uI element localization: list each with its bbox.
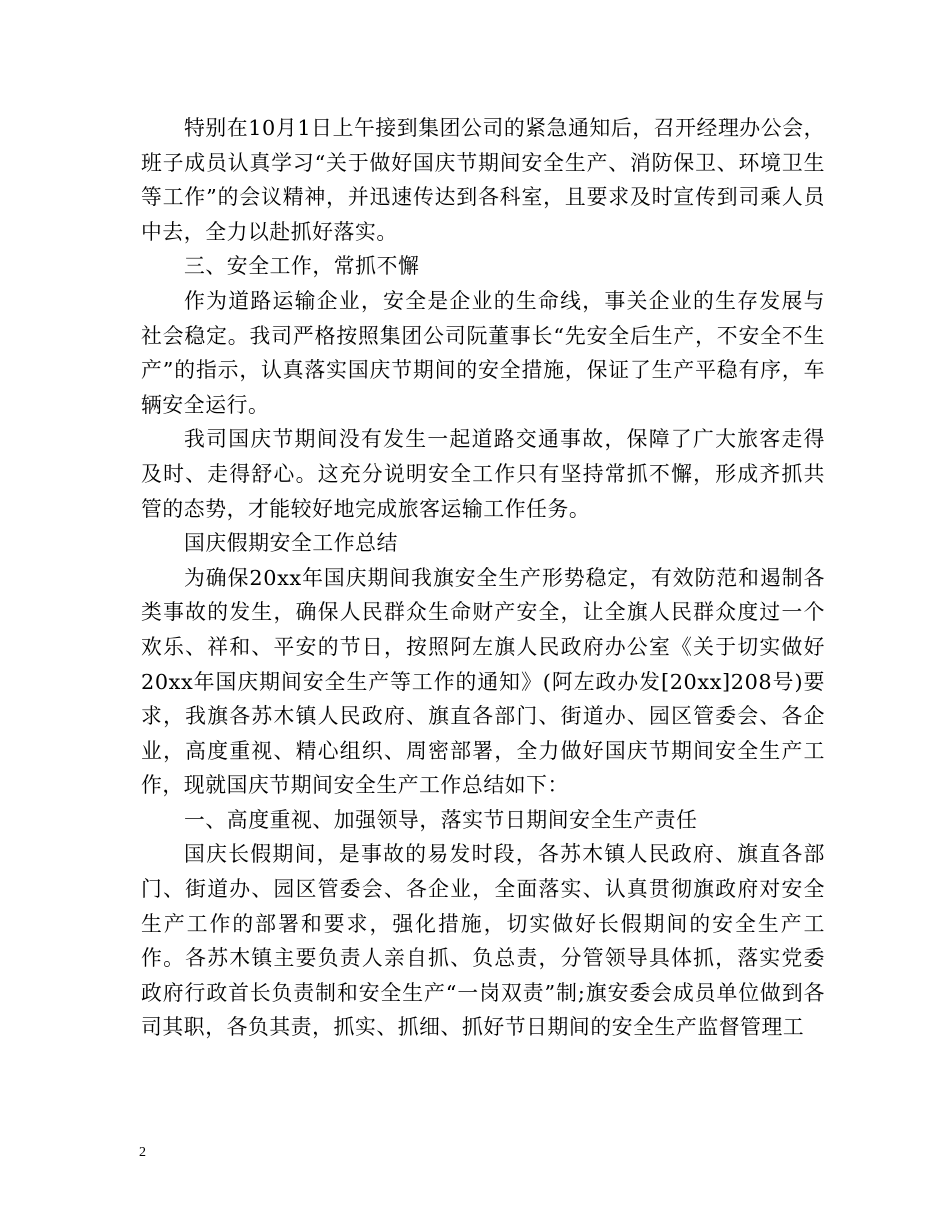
paragraph: 作为道路运输企业，安全是企业的生命线，事关企业的生存发展与社会稳定。我司严格按照集团公司阮董事长“先安全后生产，不安全不生产”的指示，认真落实国庆节期间的安全措施，保证了生产平稳有序，车辆安全运行。 <box>141 288 825 417</box>
page-number: 2 <box>139 1145 146 1160</box>
document-title: 国庆假期安全工作总结 <box>184 531 398 556</box>
document-body <box>141 111 825 1045</box>
section-heading: 一、高度重视、加强领导，落实节日期间安全生产责任 <box>184 807 698 832</box>
section-heading: 三、安全工作，常抓不懈 <box>184 254 420 279</box>
paragraph: 国庆长假期间，是事故的易发时段，各苏木镇人民政府、旗直各部门、街道办、园区管委会、各企业，全面落实、认真贯彻旗政府对安全生产工作的部署和要求，强化措施，切实做好长假期间的安全生产工作。各苏木镇主要负责人亲自抓、负总责，分管领导具体抓，落实党委政府行政首长负责制和安全生产“一岗双责”制;旗安委会成员单位做到各司其职，各负其责，抓实、抓细、抓好节日期间的安全生产监督管理工 <box>141 842 825 1040</box>
paragraph: 为确保20xx年国庆期间我旗安全生产形势稳定，有效防范和遏制各类事故的发生，确保人民群众生命财产安全，让全旗人民群众度过一个欢乐、祥和、平安的节日，按照阿左旗人民政府办公室《关于切实做好20xx年国庆期间安全生产等工作的通知》(阿左政办发[20xx]208号)要求，我旗各苏木镇人民政府、旗直各部门、街道办、园区管委会、各企业，高度重视、精心组织、周密部署，全力做好国庆节期间安全生产工作，现就国庆节期间安全生产工作总结如下： <box>141 565 825 798</box>
paragraph: 特别在10月1日上午接到集团公司的紧急通知后，召开经理办公会，班子成员认真学习“关于做好国庆节期间安全生产、消防保卫、环境卫生等工作”的会议精神，并迅速传达到各科室，且要求及时宣传到司乘人员中去，全力以赴抓好落实。 <box>141 116 825 244</box>
paragraph: 我司国庆节期间没有发生一起道路交通事故，保障了广大旅客走得及时、走得舒心。这充分说明安全工作只有坚持常抓不懈，形成齐抓共管的态势，才能较好地完成旅客运输工作任务。 <box>141 427 825 521</box>
